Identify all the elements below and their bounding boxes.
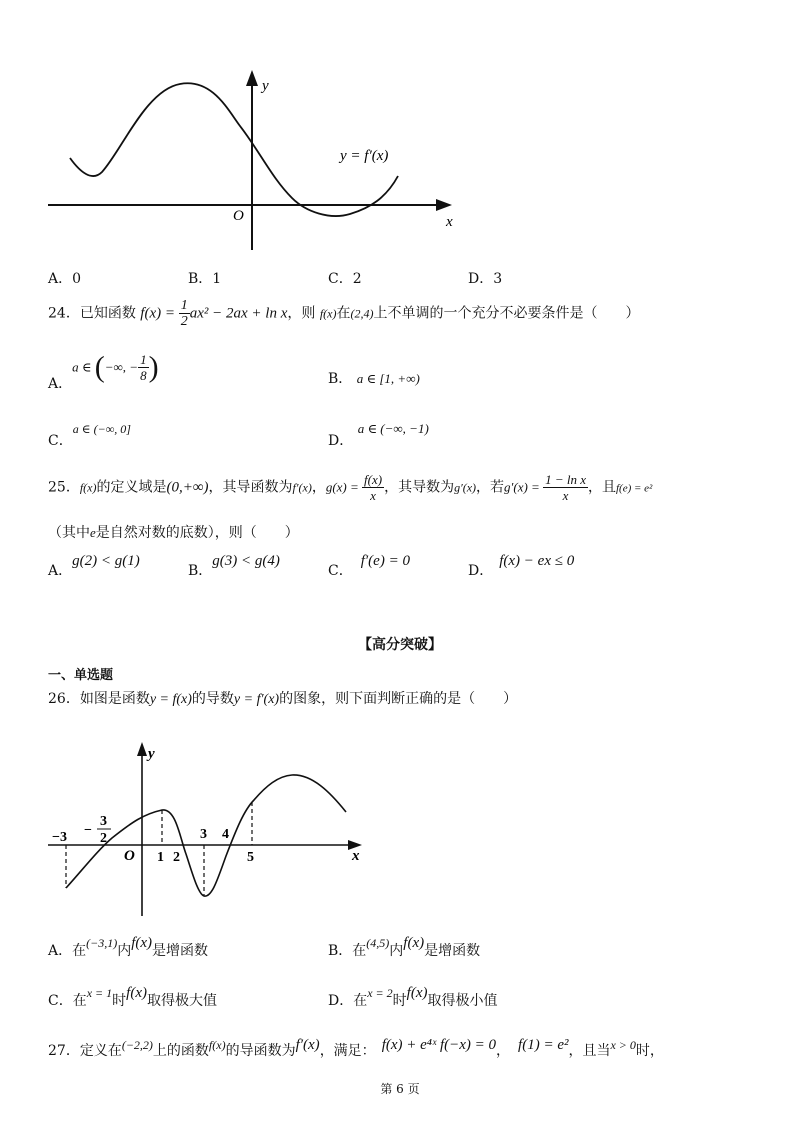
q23-option-c[interactable]: C．2 [328, 271, 362, 287]
tick-label-2: 2 [173, 850, 180, 865]
q25-option-c[interactable]: C．f′(e) = 0 [328, 553, 410, 579]
derivative-graph-2 [40, 738, 370, 918]
origin-label: O [124, 848, 135, 864]
tick-label-1: 1 [157, 850, 164, 865]
q26-stem: 26．如图是函数y = f(x)的导数y = f′(x)的图象，则下面判断正确的是（ ） [48, 691, 518, 707]
y-axis-arrow [137, 742, 147, 756]
curve-label: y = f′(x) [340, 148, 389, 164]
derivative-graph-1 [40, 60, 470, 260]
q25-option-b[interactable]: B．g(3) < g(4) [188, 553, 280, 579]
q26-option-a[interactable]: A．在(−3,1)内f(x)是增函数 [48, 935, 209, 959]
q24-option-a[interactable]: A．a ∈ (−∞, − $\frac{1}{8}$ ) [48, 350, 159, 392]
tick-label-minus-three-halves-sign: − [84, 823, 92, 838]
q25-stem-line1: 25．f(x)的定义域是(0,+∞)，其导函数为f′(x)，g(x) = $\frac{f(x)}{x}$ ，其导数为g′(x)，若g′(x) = $\frac{\text{1 − ln x}}{x}$ ，且f(e) = e² [48, 472, 653, 503]
tick-label-minus-three-halves-num: 3 [100, 814, 107, 829]
y-axis-label: y [262, 78, 269, 94]
q23-option-b[interactable]: B．1 [188, 271, 222, 287]
q26-option-b[interactable]: B．在(4,5)内f(x)是增函数 [328, 935, 481, 959]
q26-option-c[interactable]: C．在x = 1时f(x)取得极大值 [48, 985, 217, 1009]
x-axis-label: x [352, 848, 360, 864]
q25-option-a[interactable]: A．g(2) < g(1) [48, 553, 140, 579]
q25-option-d[interactable]: D．f(x) − ex ≤ 0 [468, 553, 575, 579]
q24-option-b[interactable]: B． a ∈ [1, +∞) [328, 371, 420, 387]
page-number: 第 6 页 [380, 1082, 420, 1096]
q23-option-a[interactable]: A．0 [48, 271, 82, 287]
tick-label-5: 5 [247, 850, 254, 865]
q24-stem: 24．已知函数 f(x) = $\frac{1}{2}$ ax² − 2ax + ln x，则 f(x)在(2,4)上不单调的一个充分不必要条件是（ ） [48, 298, 640, 329]
tick-label-4: 4 [222, 827, 229, 842]
q25-stem-line2: （其中e是自然对数的底数），则（ ） [48, 525, 299, 541]
tick-label-3: 3 [200, 827, 207, 842]
section-title: 【高分突破】 [358, 637, 442, 653]
q24-option-d[interactable]: D． a ∈ (−∞, −1) [328, 421, 429, 449]
x-axis-label: x [446, 214, 453, 230]
y-axis-label: y [148, 746, 155, 762]
q26-option-d[interactable]: D．在x = 2时f(x)取得极小值 [328, 985, 498, 1009]
sub-title: 一、单选题 [48, 668, 114, 683]
q24-option-c[interactable]: C．a ∈ (−∞, 0] [48, 422, 131, 449]
tick-label-minus3: −3 [52, 830, 67, 845]
q27-stem: 27．定义在(−2,2)上的函数f(x)的导函数为f′(x)，满足： f(x) + e⁴ˣ f(−x) = 0， f(1) = e²，且当x > 0时， [48, 1037, 664, 1059]
tick-label-minus-three-halves-den: 2 [100, 831, 107, 846]
q23-option-d[interactable]: D．3 [468, 271, 503, 287]
y-axis-arrow [246, 70, 258, 86]
x-axis-arrow [436, 199, 452, 211]
origin-label: O [233, 208, 244, 224]
